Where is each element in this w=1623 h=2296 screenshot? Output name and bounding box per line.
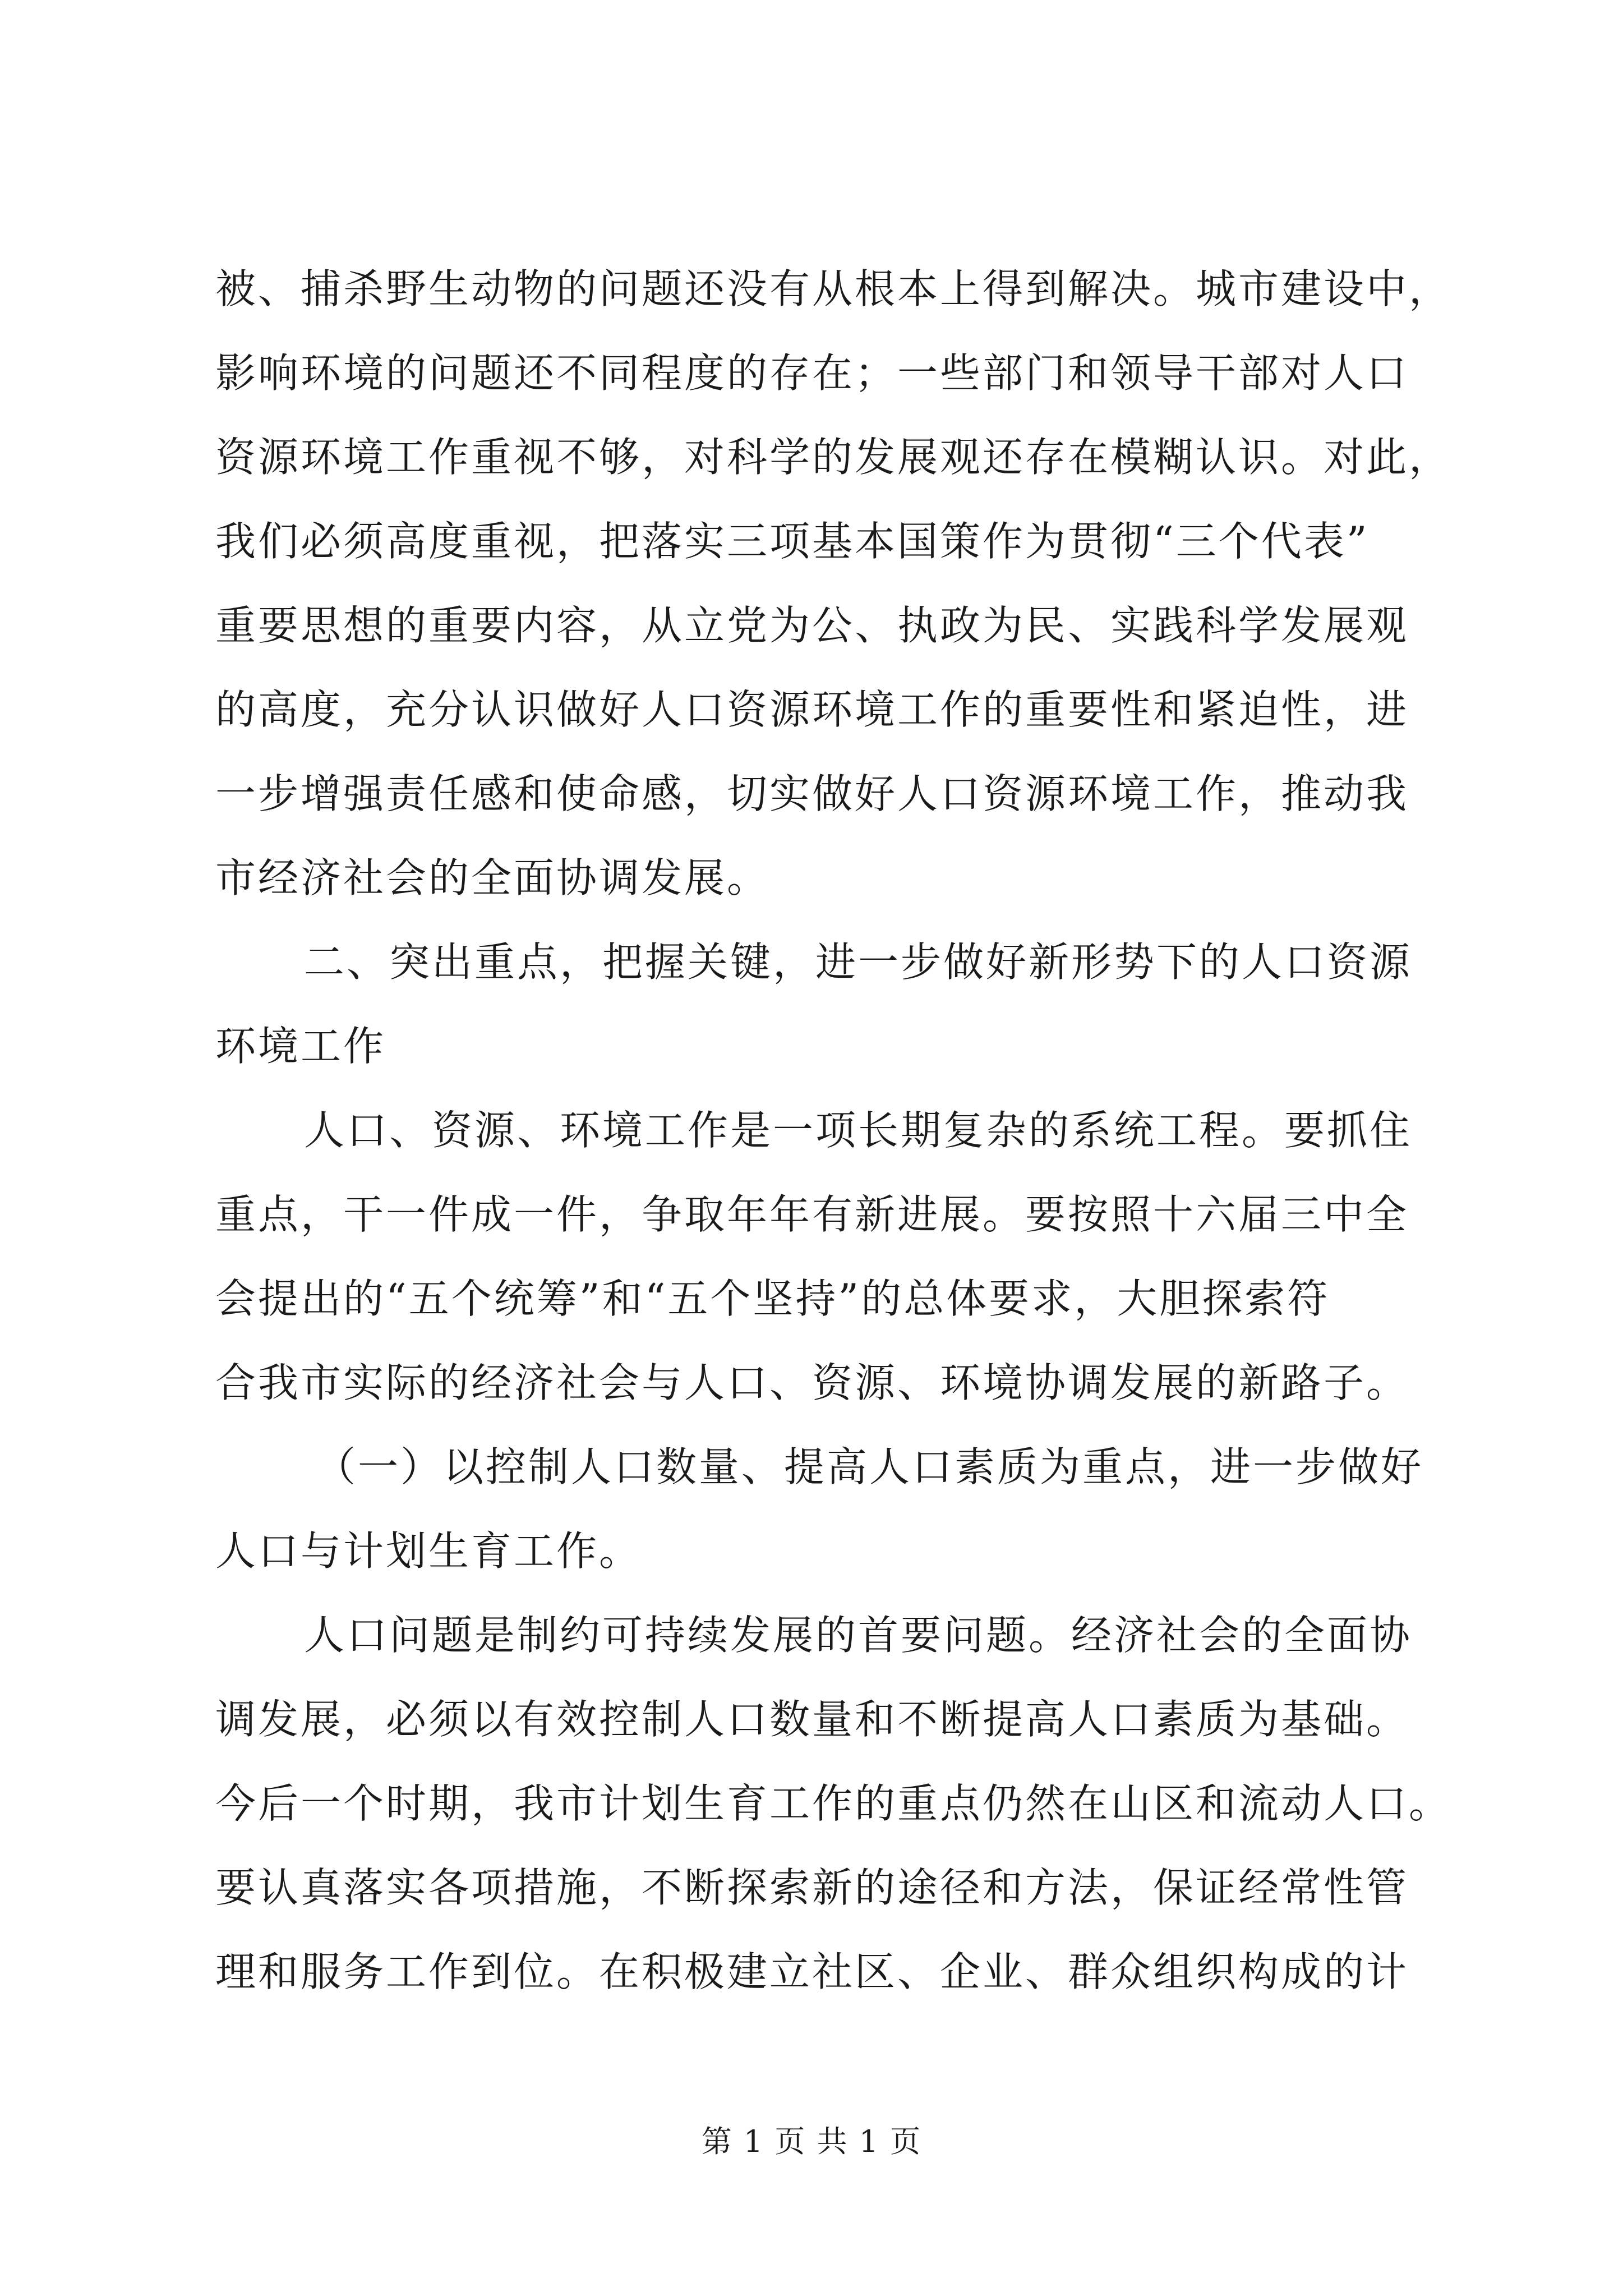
section-heading: 二、突出重点，把握关键，进一步做好新形势下的人口资源 — [304, 938, 1413, 986]
text-line: 被、捕杀野生动物的问题还没有从根本上得到解决。城市建设中， — [215, 265, 1452, 312]
subsection-heading: （一）以控制人口数量、提高人口素质为重点，进一步做好 — [315, 1443, 1424, 1490]
section-heading-continued: 环境工作 — [215, 1023, 386, 1070]
text-line: 调发展，必须以有效控制人口数量和不断提高人口素质为基础。 — [215, 1696, 1409, 1743]
subsection-heading-continued: 人口与计划生育工作。 — [215, 1527, 642, 1575]
text-line: 一步增强责任感和使命感，切实做好人口资源环境工作，推动我 — [215, 770, 1409, 817]
page-number-footer: 第 1 页 共 1 页 — [701, 2124, 922, 2159]
text-line: 合我市实际的经济社会与人口、资源、环境协调发展的新路子。 — [215, 1359, 1409, 1406]
text-line: 理和服务工作到位。在积极建立社区、企业、群众组织构成的计 — [215, 1948, 1409, 1995]
text-line: 我们必须高度重视，把落实三项基本国策作为贯彻“三个代表” — [215, 518, 1370, 565]
document-body — [215, 247, 1452, 2014]
paragraph-start: 人口问题是制约可持续发展的首要问题。经济社会的全面协 — [304, 1612, 1413, 1659]
text-line: 重点，干一件成一件，争取年年有新进展。要按照十六届三中全 — [215, 1191, 1409, 1238]
text-line: 的高度，充分认识做好人口资源环境工作的重要性和紧迫性，进 — [215, 686, 1409, 733]
text-line: 资源环境工作重视不够，对科学的发展观还存在模糊认识。对此， — [215, 434, 1452, 481]
paragraph-start: 人口、资源、环境工作是一项长期复杂的系统工程。要抓住 — [304, 1107, 1413, 1154]
text-line: 今后一个时期，我市计划生育工作的重点仍然在山区和流动人口。 — [215, 1780, 1452, 1827]
text-line: 重要思想的重要内容，从立党为公、执政为民、实践科学发展观 — [215, 602, 1409, 649]
text-line: 市经济社会的全面协调发展。 — [215, 854, 770, 901]
text-line: 会提出的“五个统筹”和“五个坚持”的总体要求，大胆探索符 — [215, 1275, 1330, 1322]
text-line: 影响环境的问题还不同程度的存在；一些部门和领导干部对人口 — [215, 349, 1409, 397]
text-line: 要认真落实各项措施，不断探索新的途径和方法，保证经常性管 — [215, 1864, 1409, 1911]
